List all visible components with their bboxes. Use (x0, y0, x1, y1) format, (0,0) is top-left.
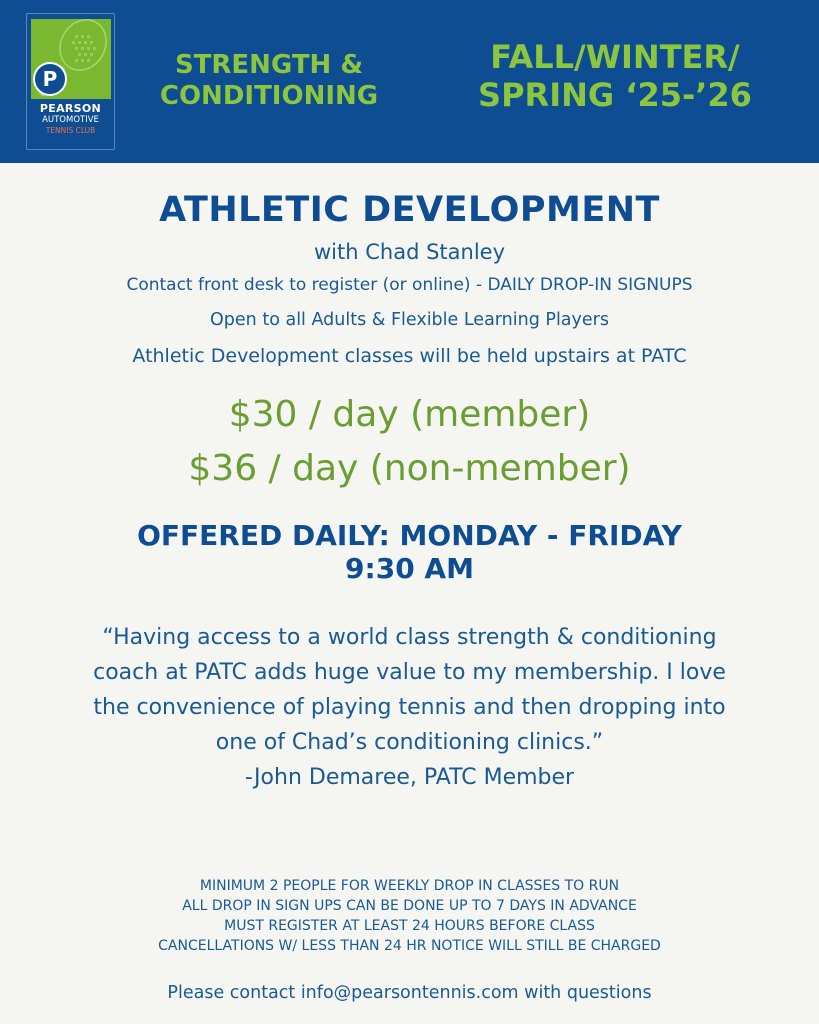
testimonial-line: “Having access to a world class strength & conditioning (102, 625, 717, 650)
member-price: $30 / day (member) (228, 394, 591, 435)
rule-line: MUST REGISTER AT LEAST 24 HOURS BEFORE CLASS (224, 918, 595, 934)
instructor-line: with Chad Stanley (314, 240, 505, 264)
season-title (440, 38, 790, 114)
program-category-title (130, 50, 408, 112)
testimonial (0, 620, 819, 795)
logo-subtitle: AUTOMOTIVE (42, 115, 99, 125)
logo-name: PEARSON (39, 102, 102, 115)
tennis-racket-icon (31, 19, 111, 99)
rule-line: CANCELLATIONS W/ LESS THAN 24 HR NOTICE WILL STILL BE CHARGED (158, 938, 661, 954)
eligibility-info: Open to all Adults & Flexible Learning Players (210, 310, 609, 330)
category-title-line-2: CONDITIONING (159, 81, 379, 111)
location-info: Athletic Development classes will be held upstairs at PATC (132, 345, 687, 367)
class-rules (0, 876, 819, 956)
testimonial-author: -John Demaree, PATC Member (244, 765, 575, 790)
testimonial-line: one of Chad’s conditioning clinics.” (215, 730, 604, 755)
logo-subtitle-club: TENNIS CLUB (45, 126, 96, 135)
header-banner (0, 0, 819, 163)
season-title-line-2: SPRING ‘25-’26 (478, 76, 752, 114)
season-title-line-1: FALL/WINTER/ (490, 38, 740, 76)
registration-info: Contact front desk to register (or online) - DAILY DROP-IN SIGNUPS (126, 275, 693, 295)
rule-line: MINIMUM 2 PEOPLE FOR WEEKLY DROP IN CLASSES TO RUN (199, 878, 620, 894)
program-title: ATHLETIC DEVELOPMENT (159, 190, 660, 230)
category-title-line-1: STRENGTH & (174, 50, 364, 80)
schedule-time: 9:30 AM (345, 552, 474, 585)
club-logo (26, 13, 115, 150)
footer-contact: Please contact info@pearsontennis.com with questions (167, 983, 652, 1003)
non-member-price: $36 / day (non-member) (188, 448, 631, 489)
testimonial-line: the convenience of playing tennis and then dropping into (93, 695, 726, 720)
testimonial-line: coach at PATC adds huge value to my membership. I love (93, 660, 726, 685)
rule-line: ALL DROP IN SIGN UPS CAN BE DONE UP TO 7 DAYS IN ADVANCE (182, 898, 637, 914)
schedule-days: OFFERED DAILY: MONDAY - FRIDAY (137, 519, 682, 552)
logo-p-badge: P (33, 62, 67, 96)
